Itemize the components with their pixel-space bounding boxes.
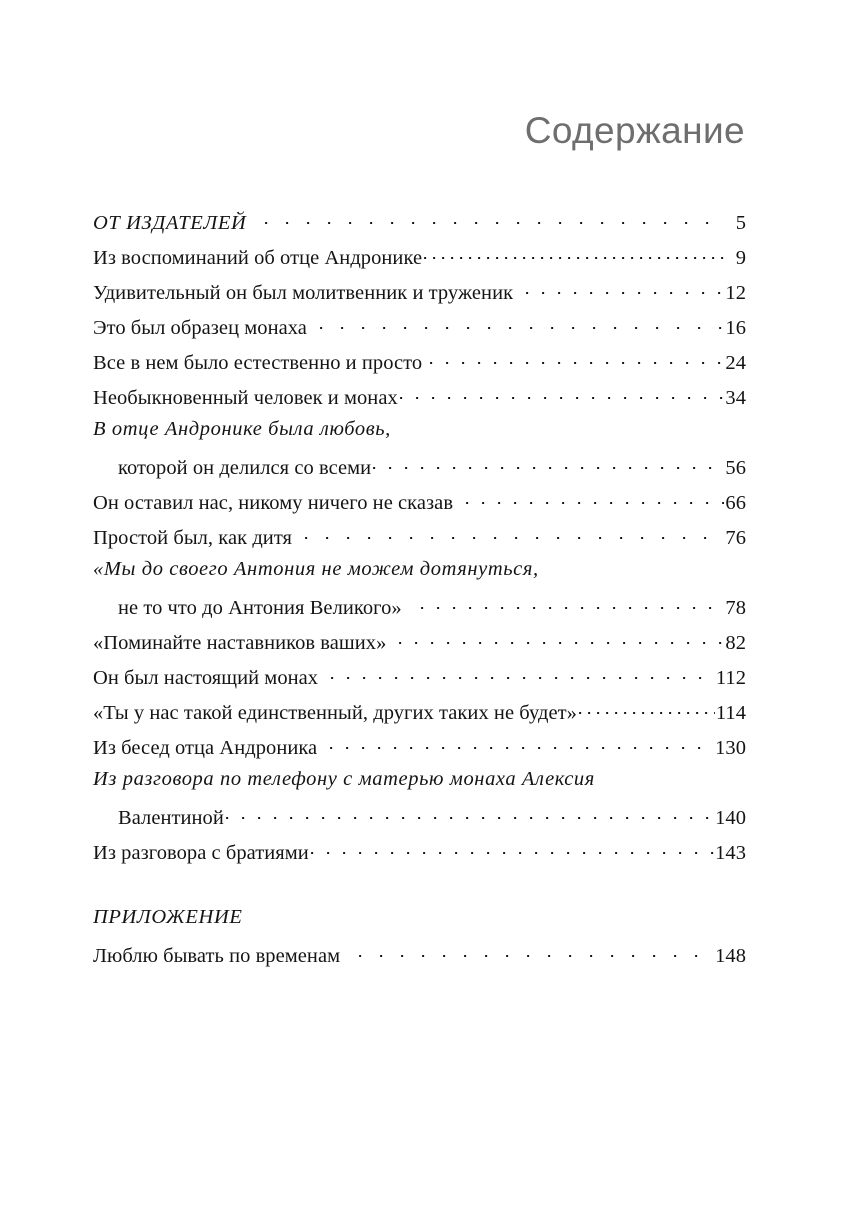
dot-leader [341,941,714,962]
toc-entry-label: Он был настоящий монах [93,666,319,689]
toc-entry-label: «Ты у нас такой единственный, других таких не будет» [93,701,577,724]
table-of-contents [93,208,746,976]
toc-entry[interactable] [93,941,746,976]
toc-section-heading [93,418,746,453]
toc-page-number: 140 [715,806,746,829]
toc-entry[interactable] [93,838,746,873]
toc-entry[interactable] [93,418,746,488]
toc-entry-line [93,523,746,558]
toc-entry[interactable] [93,698,746,733]
toc-page-number: 5 [735,211,746,234]
toc-page-number: 24 [725,351,746,374]
toc-page-number: 114 [715,701,746,724]
section-spacer [93,873,746,906]
toc-entry-label: Все в нем было естественно и просто [93,351,423,374]
toc-entry[interactable] [93,383,746,418]
dot-leader [308,313,724,334]
dot-leader [372,453,724,474]
toc-entry-line [93,663,746,698]
dot-leader [318,733,714,754]
dot-leader [578,698,715,719]
dot-leader [454,488,724,509]
dot-leader [225,803,714,824]
toc-entry-line [93,278,746,313]
toc-entry-line [93,348,746,383]
toc-page-number: 56 [725,456,746,479]
toc-entry-label: ОТ ИЗДАТЕЛЕЙ [93,211,247,234]
toc-entry-label: «Мы до своего Антония не можем дотянуться, [93,558,539,580]
toc-page-number: 112 [715,666,746,689]
toc-entry-label: Простой был, как дитя [93,526,293,549]
toc-page-number: 66 [725,491,746,514]
toc-entry-label: Из бесед отца Андроника [93,736,318,759]
toc-page-number: 82 [725,631,746,654]
toc-entry[interactable] [93,768,746,838]
toc-entry[interactable] [93,558,746,628]
toc-page-number: 12 [725,281,746,304]
toc-entry[interactable] [93,733,746,768]
toc-page-number: 143 [715,841,746,864]
toc-entry[interactable] [93,243,746,278]
toc-entry-label: В отце Андронике была любовь, [93,418,391,440]
dot-leader [423,348,724,369]
toc-entry-label: Необыкновенный человек и монах [93,386,398,409]
dot-leader [399,383,725,404]
dot-leader [514,278,724,299]
page-title: Содержание [524,110,745,151]
toc-entry-label: Из воспоминаний об отце Андронике [93,246,423,269]
toc-entry[interactable] [93,663,746,698]
toc-main-section [93,208,746,873]
toc-entry[interactable] [93,523,746,558]
toc-page-number: 148 [715,944,746,967]
dot-leader [247,208,725,229]
toc-page-number: 130 [715,736,746,759]
dot-leader [319,663,715,684]
toc-page-number: 34 [725,386,746,409]
toc-section-heading [93,768,746,803]
dot-leader [310,838,714,859]
toc-page-number: 9 [735,246,746,269]
toc-entry-line [93,208,746,243]
toc-entry-label: Это был образец монаха [93,316,307,339]
toc-entry-line [93,698,746,733]
toc-entry-label: не то что до Антония Великого» [118,596,402,619]
toc-entry[interactable] [93,628,746,663]
toc-entry-line [93,383,746,418]
toc-entry-label: Из разговора с братиями [93,841,309,864]
appendix-heading [93,906,746,941]
dot-leader [387,628,724,649]
toc-entry-label: Он оставил нас, никому ничего не сказав [93,491,454,514]
toc-entry-line [93,243,746,278]
toc-entry[interactable] [93,208,746,243]
toc-entry[interactable] [93,313,746,348]
toc-entry[interactable] [93,488,746,523]
toc-entry-line [93,313,746,348]
toc-entry-line [93,803,746,838]
toc-entry-label: ПРИЛОЖЕНИЕ [93,906,243,928]
toc-entry[interactable] [93,278,746,313]
toc-entry-line [93,733,746,768]
toc-entry-line [93,941,746,976]
toc-entry-label: Люблю бывать по временам [93,944,341,967]
toc-page-number: 16 [725,316,746,339]
dot-leader [293,523,724,544]
toc-page-number: 78 [725,596,746,619]
dot-leader [423,243,725,264]
toc-entry-line [93,593,746,628]
toc-entry-label: которой он делился со всеми [118,456,372,479]
toc-entry-line [93,838,746,873]
toc-entry-line [93,628,746,663]
toc-appendix-section [93,906,746,976]
toc-entry-label: «Поминайте наставников ваших» [93,631,387,654]
toc-entry-label: Валентиной [118,806,224,829]
toc-entry-line [93,453,746,488]
toc-entry-line [93,488,746,523]
dot-leader [403,593,725,614]
toc-entry[interactable] [93,348,746,383]
toc-page-number: 76 [725,526,746,549]
toc-entry-label: Удивительный он был молитвенник и труженик [93,281,514,304]
toc-section-heading [93,558,746,593]
toc-entry-label: Из разговора по телефону с матерью монаха Алексия [93,768,595,790]
